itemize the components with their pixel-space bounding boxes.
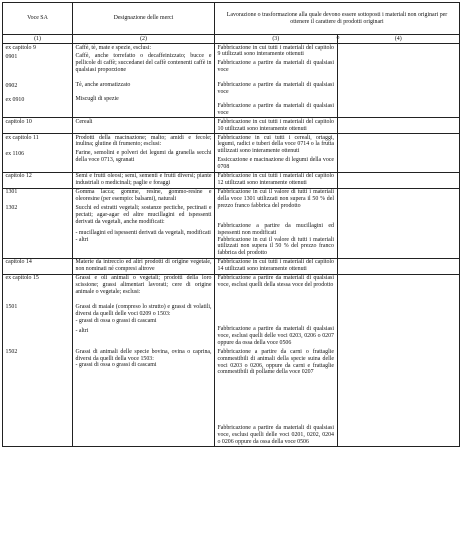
goods-description: - grassi di ossa o grassi di cascami: [75, 362, 157, 369]
goods-description: Materie da intreccio ed altri prodotti di origine vegetale, non nominati né compresi altrove: [75, 259, 212, 273]
alternative-rule-cell: [337, 44, 460, 118]
processing-rule: Fabbricazione a partire da materiali di qualsiasi voce, esclusi quelli della stessa voce del prodotto: [217, 275, 334, 289]
processing-rule: [218, 212, 335, 219]
goods-description: - mucillagini ed ispessenti derivati da vegetali, modificati: [75, 229, 211, 236]
table-row: [3, 134, 460, 173]
goods-description: Tè, anche aromatizzato: [75, 82, 131, 89]
processing-rule: Fabbricazione a partire da materiali di qualsiasi voce, esclusi quelli delle voci 0203, 0206 o 0207 oppure da ossa della voce 0506: [217, 325, 334, 346]
processing-rule: Fabbricazione in cui tutti i materiali del capitolo 9 utilizzati sono interamente ottenuti: [217, 44, 334, 58]
table-row: [3, 274, 460, 447]
alternative-rule-cell: [337, 172, 460, 188]
goods-description-cell: [73, 274, 215, 447]
heading-code: ex capitolo 11: [5, 134, 39, 141]
goods-description-cell: [73, 118, 215, 134]
goods-description: Miscugli di spezie: [75, 96, 119, 103]
goods-description: Prodotti della macinazione; malto; amidi e fecole; inulina; glutine di frumento; esclusi:: [75, 134, 212, 148]
processing-rule: Fabbricazione a partire da materiali di qualsiasi voce: [217, 82, 334, 96]
column-or-label: o: [336, 35, 340, 41]
heading-code: ex 0910: [5, 96, 25, 103]
column-number-row: [3, 35, 460, 44]
processing-rule: Fabbricazione in cui tutti i cereali, ortaggi, legumi, radici e tuberi della voce 0714 o la frutta utilizzati sono interamente ottenuti: [217, 134, 334, 155]
heading-code-cell: [3, 134, 73, 173]
processing-rule: Fabbricazione a partire da materiali di qualsiasi voce: [217, 60, 334, 74]
processing-rule: [218, 390, 335, 397]
processing-rule-cell: [215, 118, 338, 134]
processing-rule: Fabbricazione in cui il valore di tutti i materiali utilizzati non supera il 50 % del prezzo franco fabbrica del prodotto: [217, 236, 334, 257]
heading-code: capitolo 14: [5, 259, 32, 266]
processing-rule: Fabbricazione a partire da mucillagini ed ispessenti non modificati: [217, 222, 334, 236]
heading-code: [6, 328, 70, 335]
processing-rule: Fabbricazione a partire da materiali di qualsiasi voce: [217, 102, 334, 116]
alternative-rule-cell: [337, 134, 460, 173]
processing-rule-cell: [215, 44, 338, 118]
alternative-rule-cell: [337, 118, 460, 134]
alternative-rule-cell: [337, 258, 460, 274]
heading-code: 1501: [5, 304, 18, 311]
goods-description: - altri: [75, 236, 89, 243]
column-number: [215, 35, 338, 44]
goods-description: Caffè, anche torrefatto o decaffeinizzato; bucce e pellicole di caffè; succedanei del caffè contenenti caffè in qualsiasi proporzione: [75, 53, 212, 74]
table-row: [3, 172, 460, 188]
heading-code: 0901: [5, 53, 18, 60]
heading-code: 1302: [5, 205, 18, 212]
processing-rule-cell: [215, 274, 338, 447]
goods-description: Grassi di maiale (compreso lo strutto) e grassi di volatili, diversi da quelli delle voci 0209 o 1503:: [75, 303, 212, 317]
heading-code: [6, 237, 70, 244]
goods-description: - grassi di ossa o grassi di cascami: [75, 317, 157, 324]
heading-code: capitolo 10: [5, 118, 32, 125]
heading-code-cell: [3, 274, 73, 447]
alternative-rule-cell: [337, 188, 460, 258]
table-body: [3, 44, 460, 447]
column-number-label: (3): [272, 35, 280, 42]
heading-code: ex capitolo 9: [5, 44, 36, 51]
heading-code: [6, 363, 70, 370]
column-number: (2): [73, 35, 215, 44]
processing-rule: Fabbricazione in cui il valore di tutti i materiali della voce 1301 utilizzati non supera il 50 % del prezzo franco fabbrica del prodotto: [217, 189, 334, 209]
alternative-rule-cell: [337, 274, 460, 447]
header-working-processing: Lavorazione o trasformazione alla quale devono essere sottoposti i materiali non originari per ottenere il carattere di prodotti originari: [215, 3, 460, 35]
heading-code-cell: [3, 258, 73, 274]
processing-rule: [218, 297, 335, 304]
origin-rules-table: [2, 2, 460, 447]
goods-description: Semi e frutti oleosi; semi, sementi e frutti diversi; piante industriali o medicinali; paglie e foraggi: [75, 173, 212, 186]
goods-description-cell: [73, 44, 215, 118]
header-goods-description: Designazione delle merci: [73, 3, 215, 35]
heading-code: 1502: [5, 349, 18, 356]
heading-code: [6, 230, 70, 237]
table-row: [3, 44, 460, 118]
goods-description-cell: [73, 134, 215, 173]
processing-rule-cell: [215, 258, 338, 274]
processing-rule: Fabbricazione a partire da carni o frattaglie commestibili di animali della specie suina delle voci 0203 o 0206, oppure da carni e frattaglie commestibili di pollame della voce 0207: [217, 348, 334, 376]
heading-code: ex capitolo 15: [5, 275, 39, 282]
goods-description: Succhi ed estratti vegetali; sostanze pectiche, pectinati e pectati; agar-agar ed altre mucillagini ed ispessenti derivati da vegetali, anche modificati:: [75, 204, 212, 225]
processing-rule-cell: [215, 188, 338, 258]
column-number: (4): [337, 35, 460, 44]
heading-code: [6, 318, 70, 325]
heading-code: 0902: [5, 82, 18, 89]
table-row: [3, 258, 460, 274]
processing-rule: Fabbricazione in cui tutti i materiali del capitolo 10 utilizzati sono interamente ottenuti: [217, 118, 334, 132]
goods-description: - altri: [75, 327, 89, 334]
goods-description: Caffè, tè, mate e spezie, esclusi:: [75, 44, 151, 51]
goods-description-cell: [73, 258, 215, 274]
processing-rule: Essiccazione e macinazione di legumi della voce 0708: [217, 157, 334, 171]
goods-description: Grassi e oli animali o vegetali; prodotti della loro scissione; grassi alimentari lavorati; cere di origine animale o vegetale; esclusi:: [75, 275, 212, 296]
heading-code: ex 1106: [5, 150, 25, 157]
heading-code-cell: [3, 172, 73, 188]
heading-code-cell: [3, 118, 73, 134]
table-header-row: [3, 3, 460, 35]
processing-rule: Fabbricazione a partire da materiali di qualsiasi voce, esclusi quelli delle voci 0201, 0202, 0204 o 0206 oppure da ossa della voce 0506: [217, 425, 334, 446]
header-heading-code: Voce SA: [3, 3, 73, 35]
heading-code-cell: [3, 188, 73, 258]
processing-rule: Fabbricazione in cui tutti i materiali del capitolo 12 utilizzati sono interamente ottenuti: [217, 173, 334, 186]
heading-code-cell: [3, 44, 73, 118]
goods-description: Grassi di animali delle specie bovina, ovina o caprina, diversi da quelli della voce 1503:: [75, 348, 212, 362]
goods-description-cell: [73, 188, 215, 258]
processing-rule-cell: [215, 134, 338, 173]
column-number: (1): [3, 35, 73, 44]
processing-rule-cell: [215, 172, 338, 188]
heading-code: capitolo 12: [5, 173, 32, 180]
goods-description: Cereali: [75, 118, 93, 125]
table-row: [3, 118, 460, 134]
processing-rule: Fabbricazione in cui tutti i materiali del capitolo 14 utilizzati sono interamente ottenuti: [217, 259, 334, 273]
goods-description: Gomma lacca; gomme, resine, gommo-resine e oleoresine (per esempio: balsami), naturali: [75, 189, 212, 202]
heading-code: 1301: [5, 189, 18, 196]
goods-description: Farine, semolini e polveri dei legumi da granella secchi della voce 0713, sgranati: [75, 150, 212, 164]
goods-description-cell: [73, 172, 215, 188]
table-row: [3, 188, 460, 258]
